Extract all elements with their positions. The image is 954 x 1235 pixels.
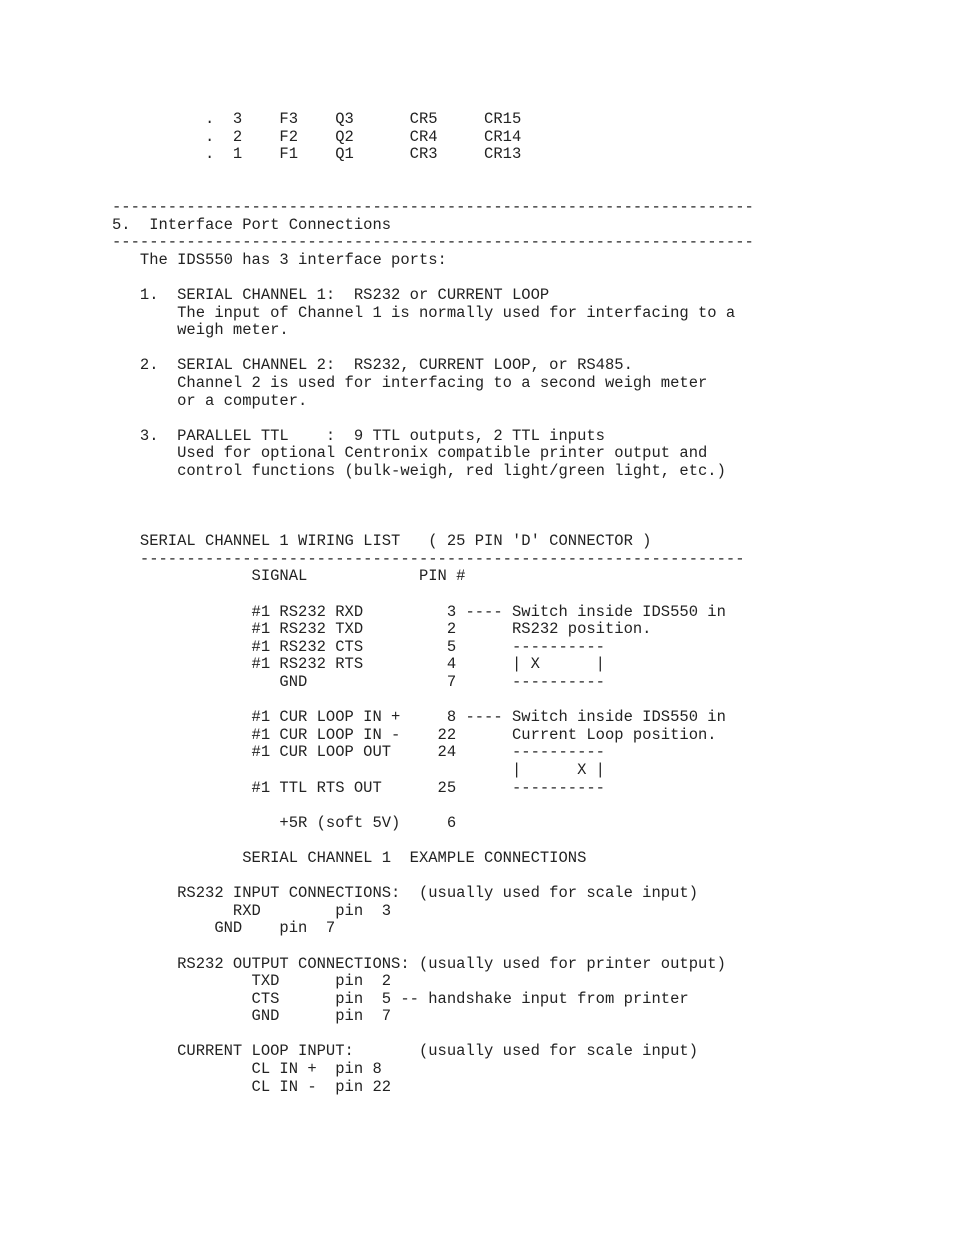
rs232-output-gnd: GND pin 7 bbox=[112, 1007, 392, 1026]
blank-line bbox=[112, 1026, 932, 1044]
rs232-input-gnd: GND pin 7 bbox=[112, 919, 336, 938]
wiring-list-divider: ----------------------------------------------------------------- bbox=[112, 549, 745, 568]
current-loop-in-minus: CL IN - pin 22 bbox=[112, 1077, 392, 1096]
port-1-title: 1. SERIAL CHANNEL 1: RS232 or CURRENT LOOP bbox=[112, 285, 550, 304]
port-3-description: Used for optional Centronix compatible printer output and bbox=[112, 444, 708, 463]
wiring-row-rs232-txd: #1 RS232 TXD 2 RS232 position. bbox=[112, 620, 652, 639]
example-connections-title: SERIAL CHANNEL 1 EXAMPLE CONNECTIONS bbox=[112, 848, 587, 867]
rs232-output-txd: TXD pin 2 bbox=[112, 972, 392, 991]
blank-line bbox=[112, 797, 932, 815]
port-3-description: control functions (bulk-weigh, red light/green light, etc.) bbox=[112, 461, 726, 480]
document-body bbox=[112, 111, 932, 1096]
port-3-title: 3. PARALLEL TTL : 9 TTL outputs, 2 TTL inputs bbox=[112, 426, 605, 445]
blank-line bbox=[112, 938, 932, 956]
wiring-list-title: SERIAL CHANNEL 1 WIRING LIST ( 25 PIN 'D' CONNECTOR ) bbox=[112, 532, 652, 551]
port-2-description: Channel 2 is used for interfacing to a second weigh meter bbox=[112, 373, 708, 392]
wiring-row-ttl-rts-out: #1 TTL RTS OUT 25 ---------- bbox=[112, 778, 605, 797]
section-heading: 5. Interface Port Connections bbox=[112, 215, 392, 234]
switch-diagram-line: | X | bbox=[112, 760, 605, 779]
blank-line bbox=[112, 516, 932, 534]
blank-line bbox=[112, 181, 932, 199]
wiring-row-5r: +5R (soft 5V) 6 bbox=[112, 813, 457, 832]
port-1-description: weigh meter. bbox=[112, 321, 289, 340]
port-2-description: or a computer. bbox=[112, 391, 308, 410]
blank-line bbox=[112, 868, 932, 886]
section-divider-top: --------------------------------------------------------------------- bbox=[112, 197, 754, 216]
pin-table-row-1: . 1 F1 Q1 CR3 CR13 bbox=[112, 145, 522, 164]
rs232-output-cts: CTS pin 5 -- handshake input from printer bbox=[112, 989, 689, 1008]
wiring-row-cur-loop-out: #1 CUR LOOP OUT 24 ---------- bbox=[112, 743, 605, 762]
wiring-row-rs232-cts: #1 RS232 CTS 5 ---------- bbox=[112, 637, 605, 656]
wiring-table-header: SIGNAL PIN # bbox=[112, 567, 466, 586]
current-loop-in-plus: CL IN + pin 8 bbox=[112, 1060, 382, 1079]
wiring-row-cur-loop-in-minus: #1 CUR LOOP IN - 22 Current Loop position. bbox=[112, 725, 717, 744]
blank-line bbox=[112, 269, 932, 287]
pin-table-row-3: . 3 F3 Q3 CR5 CR15 bbox=[112, 110, 522, 128]
section-divider-bottom: --------------------------------------------------------------------- bbox=[112, 233, 754, 252]
current-loop-input-heading: CURRENT LOOP INPUT: (usually used for scale input) bbox=[112, 1042, 698, 1061]
blank-line bbox=[112, 410, 932, 428]
port-1-description: The input of Channel 1 is normally used for interfacing to a bbox=[112, 303, 736, 322]
blank-line bbox=[112, 832, 932, 850]
rs232-output-heading: RS232 OUTPUT CONNECTIONS: (usually used for printer output) bbox=[112, 954, 726, 973]
wiring-row-gnd: GND 7 ---------- bbox=[112, 673, 605, 691]
blank-line bbox=[112, 692, 932, 710]
blank-line bbox=[112, 586, 932, 604]
blank-line bbox=[112, 480, 932, 498]
wiring-row-rs232-rxd: #1 RS232 RXD 3 ---- Switch inside IDS550 in bbox=[112, 602, 726, 621]
wiring-row-rs232-rts: #1 RS232 RTS 4 | X | bbox=[112, 655, 605, 674]
port-2-title: 2. SERIAL CHANNEL 2: RS232, CURRENT LOOP, or RS485. bbox=[112, 356, 633, 375]
blank-line bbox=[112, 164, 932, 182]
blank-line bbox=[112, 340, 932, 358]
intro-text: The IDS550 has 3 interface ports: bbox=[112, 250, 447, 269]
pin-table-row-2: . 2 F2 Q2 CR4 CR14 bbox=[112, 127, 522, 146]
rs232-input-rxd: RXD pin 3 bbox=[112, 901, 392, 920]
rs232-input-heading: RS232 INPUT CONNECTIONS: (usually used for scale input) bbox=[112, 884, 698, 903]
blank-line bbox=[112, 498, 932, 516]
wiring-row-cur-loop-in-plus: #1 CUR LOOP IN + 8 ---- Switch inside IDS550 in bbox=[112, 708, 726, 727]
